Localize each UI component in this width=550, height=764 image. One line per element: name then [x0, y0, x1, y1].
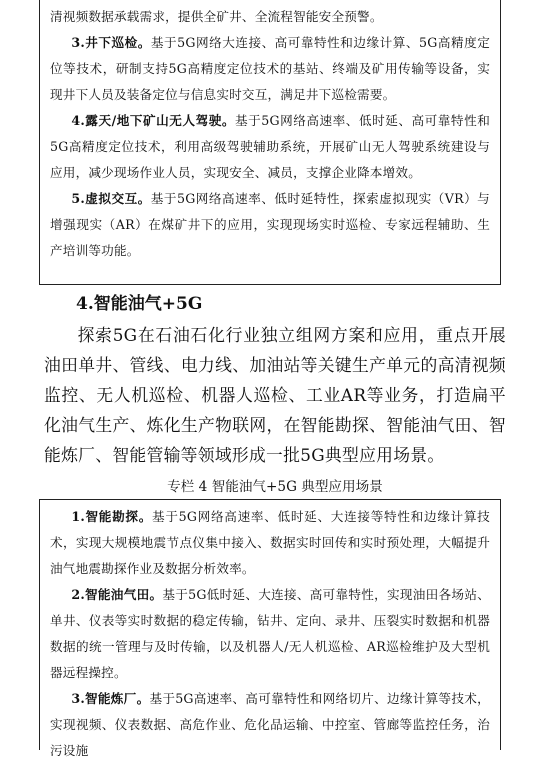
item-title: 3.井下巡检。: [71, 35, 151, 50]
item-title: 1.智能勘探。: [71, 509, 153, 524]
item-title: 3.智能炼厂。: [71, 691, 150, 706]
item-text: 基于5G网络高速率、低时延、大连接等特性和边缘计算技术，实现大规模地震节点仪集中接入、数据实时回传和实时预处理，大幅提升油气地震勘探作业及数据分析效率。: [50, 509, 490, 576]
feature-box-caption: 专栏 4 智能油气+5G 典型应用场景: [167, 479, 383, 495]
section-paragraph: 探索5G在石油石化行业独立组网方案和应用，重点开展油田单井、管线、电力线、加油站等关键生产单元的高清视频监控、无人机巡检、机器人巡检、工业AR等业务，打造扁平化油气生产、炼化生产物联网，在智能勘探、智能油气田、智能炼厂、智能管输等领域形成一批5G典型应用场景。: [44, 325, 506, 465]
box-item-smart-oilfield: [50, 582, 490, 686]
box-continuation-text: 清视频数据承载需求，提供全矿井、全流程智能安全预警。: [50, 9, 383, 24]
box-item-underground-inspection: [50, 30, 490, 108]
box-item-smart-refinery: [50, 686, 490, 764]
item-text: 基于5G低时延、大连接、高可靠特性，实现油田各场站、单井、仪表等实时数据的稳定传输，钻井、定向、录井、压裂实时数据和机器数据的统一管理与及时传输，以及机器人/无人机巡检、AR巡检维护及大型机器远程操控。: [50, 587, 490, 680]
item-text: 基于5G网络高速率、低时延特性，探索虚拟现实（VR）与增强现实（AR）在煤矿井下的应用，实现现场实时巡检、专家远程辅助、生产培训等功能。: [50, 191, 490, 258]
item-text: 基于5G网络大连接、高可靠特性和边缘计算、5G高精度定位等技术，研制支持5G高精度定位技术的基站、终端及矿用传输等设备，实现井下人员及装备定位与信息实时交互，满足井下巡检需要。: [50, 35, 490, 102]
feature-box-mining-continued: [39, 0, 501, 285]
item-title: 4.露天/地下矿山无人驾驶。: [71, 113, 235, 128]
item-title: 5.虚拟交互。: [71, 191, 151, 206]
item-text: 基于5G高速率、高可靠特性和网络切片、边缘计算等技术，实现视频、仪表数据、高危作业、危化品运输、中控室、管廊等监控任务，治污设施: [50, 691, 490, 758]
item-title: 2.智能油气田。: [71, 587, 163, 602]
section-heading: 4.智能油气+5G: [76, 294, 203, 314]
box-item-virtual-interaction: [50, 186, 490, 264]
feature-box-oil-gas: [39, 499, 501, 758]
box-item-smart-exploration: [50, 504, 490, 582]
item-text: 基于5G网络高速率、低时延、高可靠特性和5G高精度定位技术，利用高级驾驶辅助系统，开展矿山无人驾驶系统建设与应用，减少现场作业人员，实现安全、减员，支撑企业降本增效。: [50, 113, 491, 180]
box-item-unmanned-driving: [50, 108, 490, 186]
